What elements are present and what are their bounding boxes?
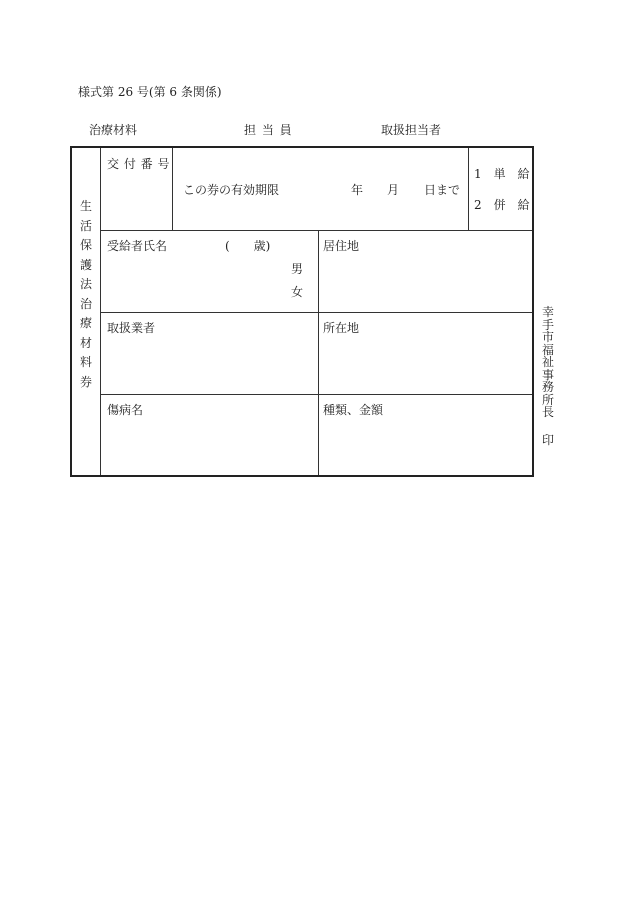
seal-mark: 印 <box>542 433 555 447</box>
sex-female: 女 <box>291 285 304 299</box>
year-label: 年 <box>351 183 364 197</box>
month-label: 月 <box>387 183 400 197</box>
form-code: 様式第 26 号(第 6 条関係) <box>78 85 222 99</box>
type-single: 1 単 給 <box>474 167 530 181</box>
issue-number-label: 交 付 番 号 <box>107 157 170 171</box>
issuer-title-char: 長 <box>541 405 554 419</box>
issuer-title-char: 所 <box>541 392 554 407</box>
divider-row-1 <box>100 230 532 231</box>
ticket-title-char: 保 <box>79 238 92 252</box>
validity-label: この券の有効期限 <box>183 183 280 197</box>
ticket-title-char: 生 <box>79 199 92 213</box>
divider-row-2 <box>100 312 532 313</box>
issuer-title-char: 事 <box>541 367 554 382</box>
residence-label: 居住地 <box>323 239 360 253</box>
issuer-title-char: 福 <box>541 342 554 357</box>
issuer-title-char: 祉 <box>541 355 554 369</box>
recipient-name-label: 受給者氏名 <box>107 239 168 253</box>
divider-issue-number <box>172 148 173 230</box>
ticket-frame <box>70 146 534 477</box>
issuer-title-char: 幸 <box>541 305 554 319</box>
handler-company-label: 取扱業者 <box>107 321 156 335</box>
disease-name-label: 傷病名 <box>107 403 144 417</box>
sex-male: 男 <box>291 262 304 276</box>
ticket-title-char: 料 <box>79 355 92 369</box>
issuer-title-char: 務 <box>541 380 554 394</box>
divider-middle <box>318 230 319 475</box>
until-day-label: 日まで <box>424 183 461 197</box>
ticket-title-char: 護 <box>79 257 92 272</box>
divider-row-3 <box>100 394 532 395</box>
location-label: 所在地 <box>323 321 360 335</box>
type-combined: 2 併 給 <box>474 198 530 212</box>
header-staff: 担 当 員 <box>244 123 292 137</box>
issuer-title-char: 手 <box>541 317 554 332</box>
header-material: 治療材料 <box>89 123 138 137</box>
ticket-title <box>78 200 94 388</box>
issuer-title-char: 市 <box>541 330 554 344</box>
ticket-title-char: 活 <box>79 218 92 233</box>
ticket-title-char: 治 <box>79 296 92 311</box>
ticket-title-char: 券 <box>79 374 92 389</box>
header-handler: 取扱担当者 <box>381 123 442 137</box>
ticket-title-char: 療 <box>79 316 92 330</box>
ticket-title-char: 法 <box>79 277 92 291</box>
ticket-title-char: 材 <box>79 335 92 350</box>
age-label: ( 歳) <box>225 239 271 253</box>
divider-type <box>468 148 469 230</box>
issuer-title <box>541 306 555 418</box>
kind-amount-label: 種類、金額 <box>323 403 384 417</box>
